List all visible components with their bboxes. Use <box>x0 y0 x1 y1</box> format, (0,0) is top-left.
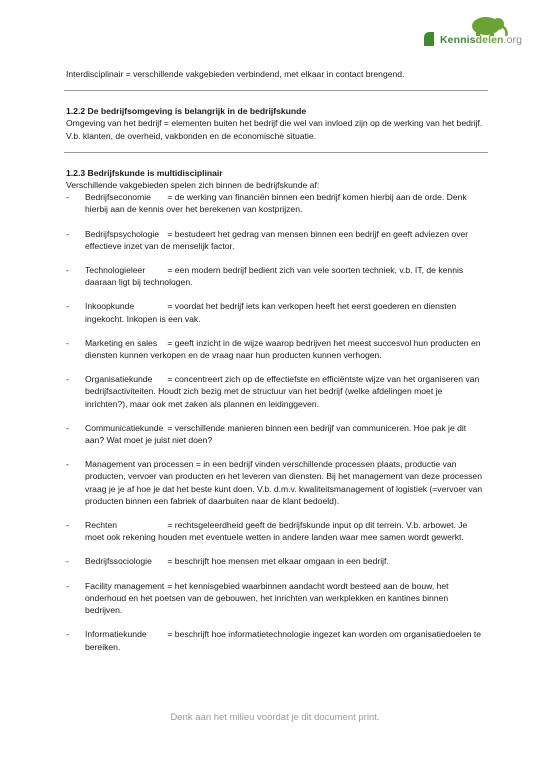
list-item: - Bedrijfssociologie = beschrijft hoe mensen met elkaar omgaan in een bedrijf. <box>66 556 389 567</box>
list-item: - Bedrijfseconomie = de werking van financiën binnen een bedrijf komen hierbij aan de orde. Denk hierbij aan de kennis over het berekenen van kostprijzen. <box>66 192 467 215</box>
list-item: - Management van processen = in een bedrijf vinden verschillende processen plaats, productie van producten, vervoer van producten en het leveren van diensten. Bij het management van deze processen vraag je je af hoe je dat het beste kunt doen. V.b. d.m.v. kwaliteitsmanagement of logistiek (=vervoer van producten binnen een fabriek of daarbuiten naar de klant bedoeld). <box>66 459 483 506</box>
logo-wordmark: Kennisdelen.org <box>440 34 523 46</box>
list-item: - Marketing en sales = geeft inzicht in de wijze waarop bedrijven het meest succesvol hun producten en diensten kunnen verkopen en de vraag naar hun producten kunnen verhogen. <box>66 337 481 361</box>
kennisdelen-logo <box>420 16 532 52</box>
list-item: - Communicatiekunde = verschillende manieren binnen een bedrijf van communiceren. Hoe pak je dit aan? Wat moet je juist niet doen? <box>66 422 467 446</box>
list-item: - Rechten = rechtsgeleerdheid geeft de bedrijfskunde input op dit terrein. V.b. arbowet. Je moet ook rekening houden met eventuele wetten in andere landen waar mee samen wordt gewerkt. <box>66 520 468 543</box>
intro-definition: Interdisciplinair = verschillende vakgebieden verbindend, met elkaar in contact brengend. <box>66 69 405 79</box>
list-item: - Inkoopkunde = voordat het bedrijf iets kan verkopen heeft het eerst goederen en diensten ingekocht. Inkopen is een vak. <box>66 301 457 324</box>
list-item: - Facility management = het kennisgebied waarbinnen aandacht wordt besteed aan de bouw, het onderhoud en het poetsen van de gebouwen, het inrichten van werkplekken en kantines binnen bedrijven. <box>66 580 449 616</box>
section-heading: 1.2.3 Bedrijfskunde is multidisciplinair <box>66 167 223 178</box>
list-item: - Informatiekunde = beschrijft hoe informatietechnologie ingezet kan worden om organisatiedoelen te bereiken. <box>66 629 482 652</box>
list-item: - Bedrijfspsychologie = bestudeert het gedrag van mensen binnen een bedrijf en geeft adviezen over effectieve inzet van de menselijk factor. <box>66 228 469 251</box>
section-heading: 1.2.2 De bedrijfsomgeving is belangrijk in de bedrijfskunde <box>66 106 307 117</box>
divider <box>64 152 488 153</box>
divider <box>64 90 488 91</box>
document-body <box>66 68 486 665</box>
page-footer: Denk aan het milieu voordat je dit document print. <box>170 712 380 723</box>
discipline-list <box>66 191 486 652</box>
list-item: - Technologieleer = een modern bedrijf bedient zich van vele soorten techniek, v.b. IT, de kennis daaraan ligt bij technologen. <box>66 265 464 288</box>
list-item: - Organisatiekunde = concentreert zich op de effectiefste en efficiëntste wijze van het organiseren van bedrijfsactiviteiten. Houdt zich bezig met de structuur van het bedrijf (welke afdelingen moet je inrichten?), maar ook met zaken als plannen en leidinggeven. <box>66 374 480 409</box>
section-lead: Verschillende vakgebieden spelen zich binnen de bedrijfskunde af: <box>66 180 320 191</box>
section-body: Omgeving van het bedrijf = elementen buiten het bedrijf die wel van invloed zijn op de werking van het bedrijf. V.b. klanten, de overheid, vakbonden en de economische situatie. <box>66 118 483 141</box>
